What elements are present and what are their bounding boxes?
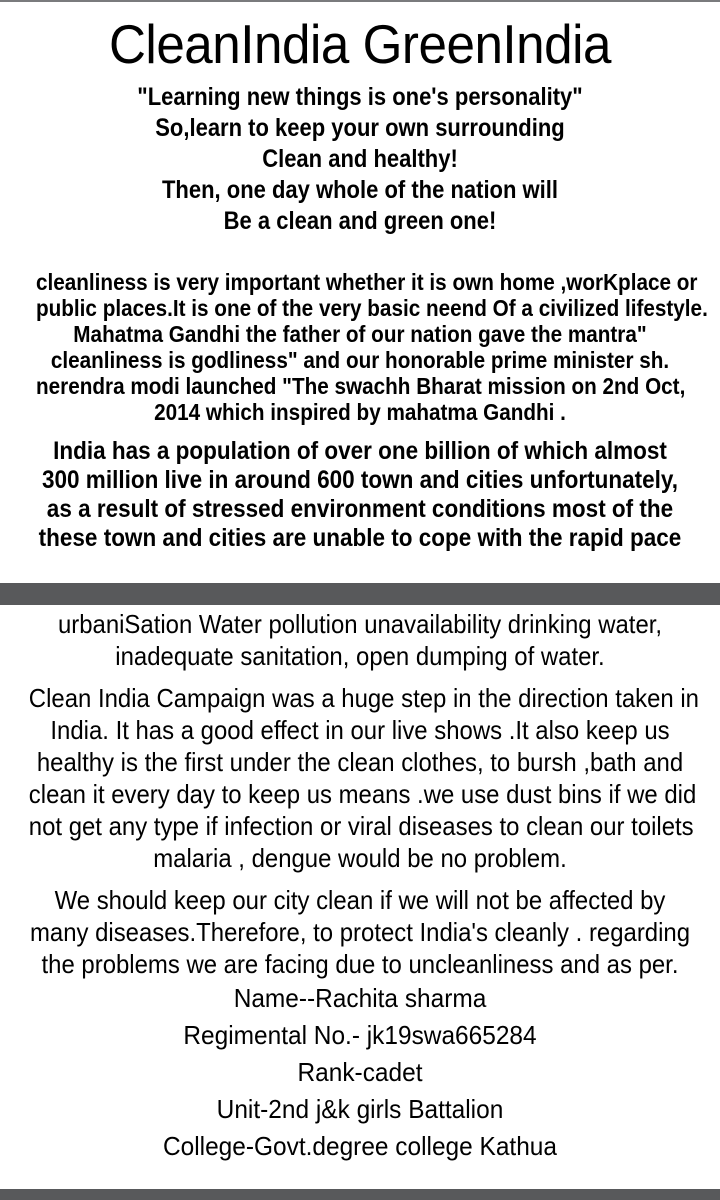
poem-line: So,learn to keep your own surrounding: [155, 114, 565, 142]
paragraph-line: India has a population of over one billion of which almost: [53, 437, 667, 465]
conclusion-paragraph: [29, 884, 691, 980]
author-signature-block: [22, 980, 699, 1165]
paragraph-line: these town and cities are unable to cope with the rapid pace: [38, 524, 682, 552]
paragraph-line: not get any type if infection or viral diseases to clean our toilets: [28, 811, 694, 841]
page-title: CleanIndia GreenIndia: [108, 13, 612, 75]
paragraph-line: clean it every day to keep us means .we use dust bins if we did: [28, 779, 697, 809]
paragraph-line: nerendra modi launched "The swachh Bharat mission on 2nd Oct,: [36, 373, 686, 399]
paragraph-line: India. It has a good effect in our live shows .It also keep us: [50, 715, 670, 745]
poem-line: Then, one day whole of the nation will: [161, 176, 558, 204]
paragraph-line: inadequate sanitation, open dumping of water.: [115, 641, 605, 671]
poem-line: Be a clean and green one!: [223, 207, 497, 235]
paragraph-line: 300 million live in around 600 town and cities unfortunately,: [42, 466, 678, 494]
signature-rank: Rank-cadet: [297, 1057, 423, 1087]
lower-content: [0, 608, 720, 980]
paragraph-line: healthy is the first under the clean clothes, to bursh ,bath and: [36, 747, 684, 777]
paragraph-line: malaria , dengue would be no problem.: [153, 843, 567, 873]
section-divider-bar: [0, 583, 720, 605]
signature-regimental-no: Regimental No.- jk19swa665284: [183, 1020, 537, 1050]
signature-college: College-Govt.degree college Kathua: [162, 1131, 558, 1161]
paragraph-line: Clean India Campaign was a huge step in the direction taken in: [28, 683, 699, 713]
population-paragraph: [36, 425, 684, 553]
paragraph-line: many diseases.Therefore, to protect India's cleanly . regarding: [29, 917, 691, 947]
signature-unit: Unit-2nd j&k girls Battalion: [216, 1094, 504, 1124]
paragraph-spacer: [0, 672, 720, 682]
bottom-divider-bar: [0, 1189, 720, 1200]
paragraph-line: cleanliness is very important whether it is own home ,worKplace or: [36, 269, 698, 295]
paragraph-line: the problems we are facing due to uncleanliness and as per.: [41, 949, 679, 979]
urbanisation-paragraph: [29, 608, 691, 672]
poem-block: [43, 74, 677, 237]
poem-line: Clean and healthy!: [262, 145, 458, 173]
signature-name: Name--Rachita sharma: [233, 983, 487, 1013]
paragraph-spacer: [0, 874, 720, 884]
paragraph-line: 2014 which inspired by mahatma Gandhi .: [154, 399, 566, 425]
paragraph-line: cleanliness is godliness" and our honorable prime minister sh.: [50, 347, 670, 373]
paragraph-line: as a result of stressed environment conditions most of the: [46, 495, 674, 523]
paragraph-line: Mahatma Gandhi the father of our nation gave the mantra": [73, 321, 647, 347]
campaign-paragraph: [28, 682, 699, 874]
paragraph-line: urbaniSation Water pollution unavailability drinking water,: [57, 609, 663, 639]
paragraph-line: public places.It is one of the very basic neend Of a civilized lifestyle.: [36, 295, 708, 321]
poem-line: "Learning new things is one's personality": [137, 83, 583, 111]
paragraph-line: We should keep our city clean if we will not be affected by: [54, 885, 666, 915]
intro-paragraph: [36, 237, 708, 425]
